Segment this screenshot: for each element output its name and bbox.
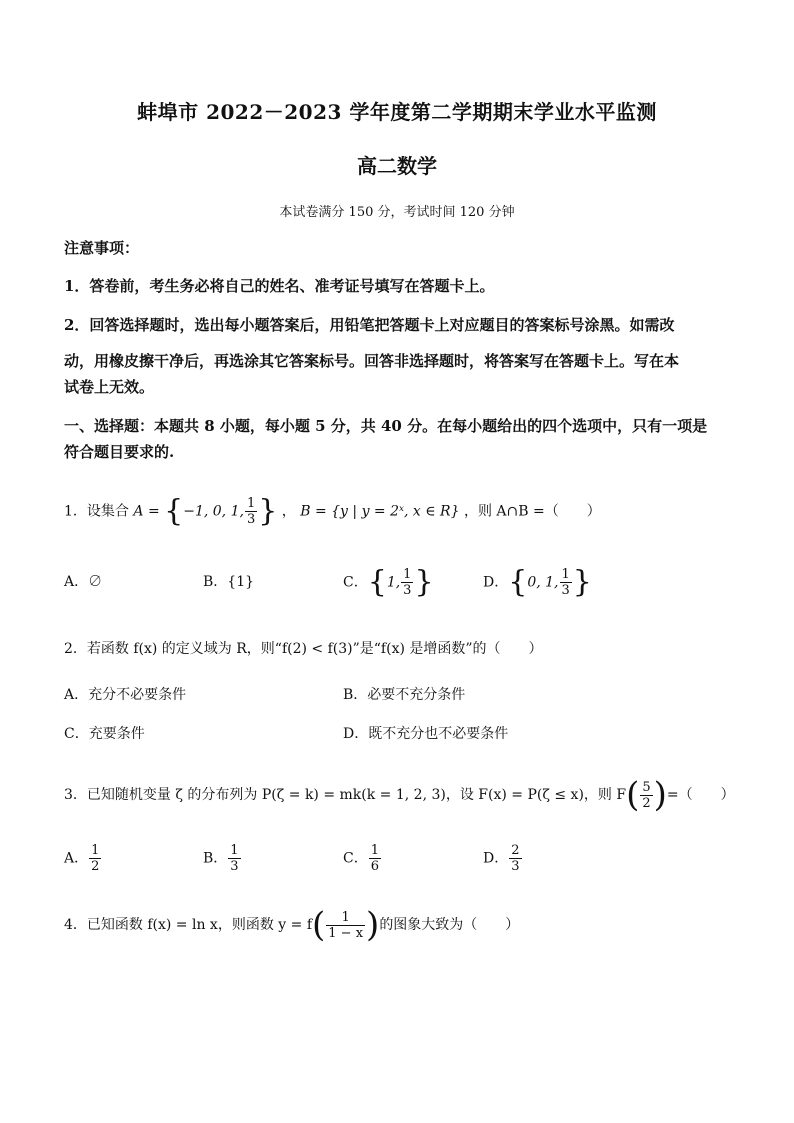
question-2-option-a: A．充分不必要条件 — [64, 687, 187, 703]
brace-close-icon: } — [572, 564, 592, 600]
question-3-text: 3．已知随机变量 ζ 的分布列为 P(ζ = k) = mk(k = 1, 2, 3)，设 F(x) = P(ζ ≤ x)，则 F — [64, 787, 627, 803]
question-1-fraction: $\frac{1}{3}$ — [246, 496, 256, 527]
notes-item-2-line-2: 动，用橡皮擦干净后，再选涂其它答案标号。回答非选择题时，将答案写在答题卡上。写在本 — [64, 352, 680, 370]
brace-close-icon: } — [414, 564, 434, 600]
question-2-option-b: B．必要不充分条件 — [343, 687, 466, 703]
brace-open-icon: { — [508, 564, 528, 600]
question-4-fraction: $\frac{1}{1 - x}$ — [328, 909, 364, 941]
question-3-option-b: B． $\frac{1}{3}$ — [203, 843, 239, 874]
question-1-set-b: B = {y | y = 2ˣ, x ∈ R} — [300, 503, 460, 520]
question-1-stem: 1．设集合 A = {−1, 0, 1, $\frac{1}{3}$ } ， B = {y | y = 2ˣ, x ∈ R} ，则 A∩B =（ ） — [64, 493, 601, 529]
exam-meta: 本试卷满分 150 分，考试时间 120 分钟 — [279, 205, 515, 220]
question-1-set-a-items: −1, 0, 1, — [183, 503, 244, 520]
question-1-option-c: C．{1, $\frac{1}{3}$ } — [343, 564, 434, 600]
brace-open-icon: { — [367, 564, 387, 600]
question-2-stem: 2．若函数 f(x) 的定义域为 R，则“f(2) < f(3)”是“f(x) 是增函数”的（ ） — [64, 641, 543, 657]
question-3-option-a: A． $\frac{1}{2}$ — [64, 843, 100, 874]
exam-subtitle: 高二数学 — [357, 154, 437, 178]
section-1-line-1: 一、选择题：本题共 8 小题，每小题 5 分，共 40 分。在每小题给出的四个选项中，只有一项是 — [64, 417, 708, 435]
notes-item-2-line-3: 试卷上无效。 — [64, 378, 155, 396]
notes-item-1: 1．答卷前，考生务必将自己的姓名、准考证号填写在答题卡上。 — [64, 277, 495, 295]
question-1-option-d: D．{0, 1, $\frac{1}{3}$ } — [483, 564, 592, 600]
question-1-separator: ， — [281, 503, 296, 520]
question-4-stem — [64, 905, 732, 945]
section-1-line-2: 符合题目要求的. — [64, 443, 175, 461]
question-1-set-a-label: A — [133, 503, 144, 520]
paren-open-icon: ( — [312, 905, 326, 945]
exam-title: 蚌埠市 2022－2023 学年度第二学期期末学业水平监测 — [137, 100, 657, 124]
question-3-suffix: =（ ） — [666, 787, 735, 803]
brace-close-icon: } — [258, 493, 278, 529]
question-1-prefix: 1．设集合 — [64, 503, 129, 520]
question-2-option-d: D．既不充分也不必要条件 — [343, 726, 509, 742]
question-3-stem — [64, 775, 735, 815]
paren-close-icon: ) — [653, 775, 667, 815]
question-3-fraction: $\frac{5}{2}$ — [642, 779, 651, 811]
notes-item-2-line-1: 2．回答选择题时，选出每小题答案后，用铅笔把答题卡上对应题目的答案标号涂黑。如需改 — [64, 316, 675, 334]
question-4-text: 4．已知函数 f(x) = ln x，则函数 y = f — [64, 917, 313, 933]
question-3-option-c: C． $\frac{1}{6}$ — [343, 843, 379, 874]
question-3-option-d: D． $\frac{2}{3}$ — [483, 843, 520, 874]
paren-open-icon: ( — [626, 775, 640, 815]
question-4-suffix: 的图象大致为（ ） — [379, 917, 520, 933]
notes-heading: 注意事项： — [64, 239, 140, 257]
question-1-option-b: B．{1} — [203, 574, 255, 590]
paren-close-icon: ) — [366, 905, 380, 945]
question-1-suffix: ，则 A∩B =（ ） — [463, 503, 601, 520]
brace-open-icon: { — [164, 493, 184, 529]
question-2-option-c: C．充要条件 — [64, 726, 145, 742]
question-1-option-a: A．∅ — [64, 574, 103, 590]
